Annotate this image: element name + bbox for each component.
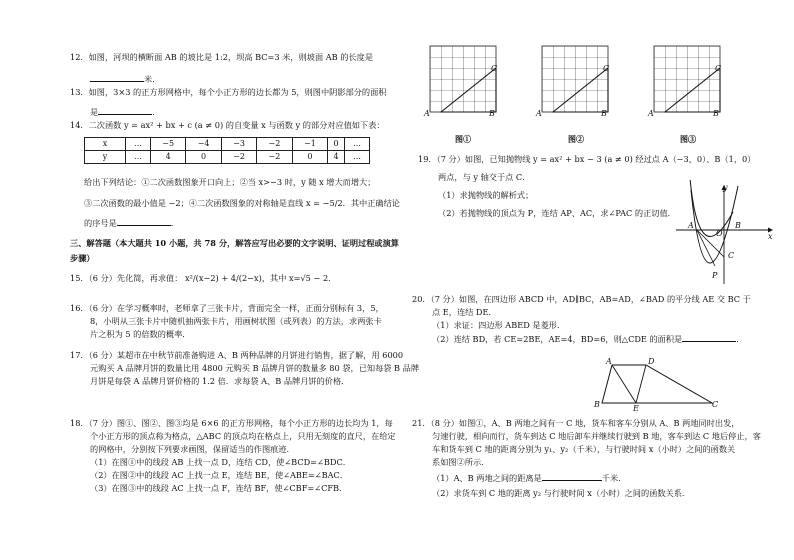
grid-caption-2: 图② bbox=[568, 134, 584, 144]
q14-value-table bbox=[84, 137, 370, 164]
q14-line3: ③二次函数的最小值是 −2；④二次函数图象的对称轴是直线 x = −5/2．其中正确结论 bbox=[84, 198, 400, 209]
grid2-label-c: C bbox=[603, 64, 610, 73]
q18-part1: （1）在图①中的线段 AB 上找一点 D，连结 CD，使∠BCD=∠BDC． bbox=[90, 457, 351, 468]
q21-part2: （2）求货车到 C 地的距离 y₂ 与行驶时间 x（小时）之间的函数关系． bbox=[432, 488, 691, 499]
q19-line1: 19．（7 分）如图，已知抛物线 y = ax² + bx − 3 (a ≠ 0) 经过点 A（−3，0）、B（1，0） bbox=[418, 154, 756, 164]
q21-line1: 21．（8 分）如图①，A、B 两地之间有一 C 地，货车和客车分别从 A、B 两地同时出发， bbox=[412, 418, 740, 428]
q20-line1: 20．（7 分）如图，在四边形 ABCD 中，AD∥BC，AB=AD，∠BAD 的平分线 AE 交 BC 于 bbox=[412, 294, 751, 304]
q13-line2: 是 bbox=[90, 107, 99, 118]
grid-figures bbox=[420, 44, 760, 152]
grid2-label-a: A bbox=[536, 109, 542, 118]
fig19-b-label: B bbox=[735, 221, 741, 230]
q12-answer-blank[interactable] bbox=[90, 73, 144, 82]
table-cell: −2 bbox=[257, 138, 292, 151]
fig19-y-label: y bbox=[723, 183, 728, 192]
q21-answer-blank[interactable] bbox=[542, 472, 602, 481]
grid3-label-a: A bbox=[648, 109, 654, 118]
grid-caption-3: 图③ bbox=[680, 134, 696, 144]
q17-line1: 17．（6 分）某超市在中秋节前准备购进 A、B 两种品牌的月饼进行销售，据了解，用 6000 bbox=[70, 350, 404, 360]
question-16 bbox=[70, 303, 384, 340]
question-17 bbox=[70, 350, 419, 387]
table-cell: … bbox=[126, 138, 151, 151]
q16-line3: 片之积为 5 的倍数的概率． bbox=[90, 329, 191, 340]
fig20-e-label: E bbox=[633, 404, 639, 413]
section-3-line2: 步骤） bbox=[70, 253, 95, 264]
grid-figure-2 bbox=[542, 46, 608, 112]
table-cell: 4 bbox=[328, 151, 345, 164]
fig20-a-label: A bbox=[606, 357, 612, 366]
section-3-line1: 三、解答题（本大题共 10 小题，共 78 分，解答应写出必要的文字说明、证明过程或演算 bbox=[70, 238, 399, 248]
grid1-label-c: C bbox=[491, 64, 498, 73]
question-18 bbox=[70, 418, 396, 494]
q14-conclusions bbox=[84, 177, 400, 229]
fig20-d-label: D bbox=[648, 357, 655, 366]
q12-line1: 12．如图，河坝的横断面 AB 的坡比是 1:2，坝高 BC=3 米，则坡面 AB 的长度是 bbox=[70, 52, 374, 62]
q17-line2: 元购买 A 品牌月饼的数量比用 4800 元购买 B 品牌月饼的数量多 80 袋，已知每袋 B 品牌 bbox=[90, 363, 420, 374]
question-13 bbox=[70, 87, 387, 118]
table-cell: −3 bbox=[221, 138, 256, 151]
q20-part2: （2）连结 BD，若 CE=2BE，AE=4，BD=6，则△CDE 的面积是 bbox=[432, 334, 683, 345]
q14-answer-blank[interactable] bbox=[117, 217, 171, 226]
table-cell: … bbox=[344, 151, 369, 164]
grid1-label-a: A bbox=[424, 109, 430, 118]
table-row bbox=[85, 151, 370, 164]
q18-line1: 18．（7 分）图①、图②、图③均是 6×6 的正方形网格，每个小正方形的边长均为 1，每 bbox=[70, 418, 393, 428]
table-cell: −2 bbox=[257, 151, 292, 164]
q14-line2: 给出下列结论：①二次函数图象开口向上；②当 x>−3 时，y 随 x 增大而增大； bbox=[84, 177, 376, 187]
q14-line1: 14．二次函数 y = ax² + bx + c (a ≠ 0) 的自变量 x 与函数 y 的部分对应值如下表： bbox=[70, 120, 385, 130]
q18-part3: （3）在图③中的线段 AC 上找一点 F，连结 BF，使∠CBF=∠CFB． bbox=[90, 483, 348, 494]
q21-line3: 车和货车到 C 地的距离分别为 y₁、y₂（千米），与行驶时间 x（小时）之间的函数关 bbox=[432, 444, 736, 455]
q13-tail: ． bbox=[152, 107, 161, 118]
q14-line4: 的序号是 bbox=[84, 218, 117, 229]
grid-figure-3 bbox=[654, 46, 720, 112]
q16-line2: 8，小明从三张卡片中随机抽两张卡片，用画树状图（或列表）的方法，求两张卡 bbox=[90, 316, 382, 327]
question-15 bbox=[70, 273, 336, 284]
section-3-heading bbox=[70, 238, 399, 264]
grid1-label-b: B bbox=[489, 109, 495, 118]
q21-line4: 系如图②所示． bbox=[432, 457, 490, 468]
q20-answer-blank[interactable] bbox=[682, 333, 736, 342]
table-cell: −4 bbox=[186, 138, 221, 151]
q14-tail: ． bbox=[170, 218, 179, 229]
table-cell: 4 bbox=[150, 151, 185, 164]
table-cell: 0 bbox=[292, 151, 327, 164]
question-12 bbox=[70, 52, 373, 85]
q20-part1: （1）求证：四边形 ABED 是菱形． bbox=[432, 320, 566, 331]
q19-line2: 两点，与 y 轴交于点 C． bbox=[438, 172, 531, 183]
segment-ae bbox=[612, 365, 636, 403]
table-cell: … bbox=[126, 151, 151, 164]
table-cell: 0 bbox=[328, 138, 345, 151]
q13-line1: 13．如图，3×3 的正方形网格中，每个小正方形的边长都为 5，则图中阴影部分的面积 bbox=[70, 87, 387, 97]
question-21 bbox=[412, 418, 761, 499]
q21-part1-tail: 千米． bbox=[601, 473, 627, 484]
q21-line2: 匀速行驶，相向而行，货车到达 C 地后卸车并继续行驶到 B 地，客车到达 C 地后停止，客 bbox=[432, 431, 761, 442]
grid3-label-b: B bbox=[713, 109, 719, 118]
q21-part1: （1）A、B 两地之间的距离是 bbox=[432, 473, 542, 484]
q16-line1: 16．（6 分）在学习概率时，老师拿了三张卡片，背面完全一样，正面分别标有 3，5， bbox=[70, 303, 384, 313]
q15-line1: 15．（6 分）先化简，再求值： x²/(x−2) + 4/(2−x)，其中 x=√5 − 2． bbox=[70, 273, 337, 283]
q19-part2: （2）若抛物线的顶点为 P，连结 AP、AC，求∠PAC 的正切值． bbox=[438, 208, 676, 219]
grid2-label-b: B bbox=[601, 109, 607, 118]
parabola-figure bbox=[676, 180, 776, 286]
grid3-label-c: C bbox=[715, 64, 722, 73]
fig20-c-label: C bbox=[712, 400, 719, 409]
fig19-x-label: x bbox=[768, 232, 773, 241]
fig19-a-label: A bbox=[688, 221, 694, 230]
table-cell: y bbox=[85, 151, 126, 164]
q13-answer-blank[interactable] bbox=[98, 106, 152, 115]
grid-figure-1 bbox=[430, 46, 496, 112]
table-cell: … bbox=[344, 138, 369, 151]
q17-line3: 月饼是每袋 A 品牌月饼价格的 1.2 倍．求每袋 A、B 品牌月饼的价格． bbox=[90, 376, 350, 387]
grid-caption-1: 图① bbox=[455, 134, 471, 144]
quadrilateral-abcd bbox=[602, 365, 712, 403]
table-cell: 0 bbox=[186, 151, 221, 164]
table-row bbox=[85, 138, 370, 151]
segment-de bbox=[636, 365, 646, 403]
q18-line3: 的网格中，分别按下列要求画图，保留适当的作图痕迹． bbox=[90, 444, 295, 455]
table-cell: −2 bbox=[221, 151, 256, 164]
table-cell: −5 bbox=[150, 138, 185, 151]
q18-line2: 个小正方形的顶点称为格点，△ABC 的顶点均在格点上，只用无刻度的直尺，在给定 bbox=[90, 431, 396, 442]
q20-tail: ． bbox=[736, 334, 745, 345]
fig20-b-label: B bbox=[594, 400, 600, 409]
q20-line2: 点 E，连结 DE． bbox=[432, 307, 497, 318]
question-14 bbox=[70, 120, 385, 131]
q19-part1: （1）求抛物线的解析式； bbox=[438, 190, 534, 201]
q18-part2: （2）在图②中的线段 AC 上找一点 E，连结 BE，使∠ABE=∠BAC． bbox=[90, 470, 349, 481]
fig19-c-label: C bbox=[728, 251, 735, 260]
fig19-p-label: P bbox=[712, 271, 718, 280]
fig19-o-label: O bbox=[716, 229, 723, 238]
q12-line2: 米． bbox=[144, 74, 161, 85]
table-cell: x bbox=[85, 138, 126, 151]
table-cell: −1 bbox=[292, 138, 327, 151]
question-20 bbox=[412, 294, 751, 345]
